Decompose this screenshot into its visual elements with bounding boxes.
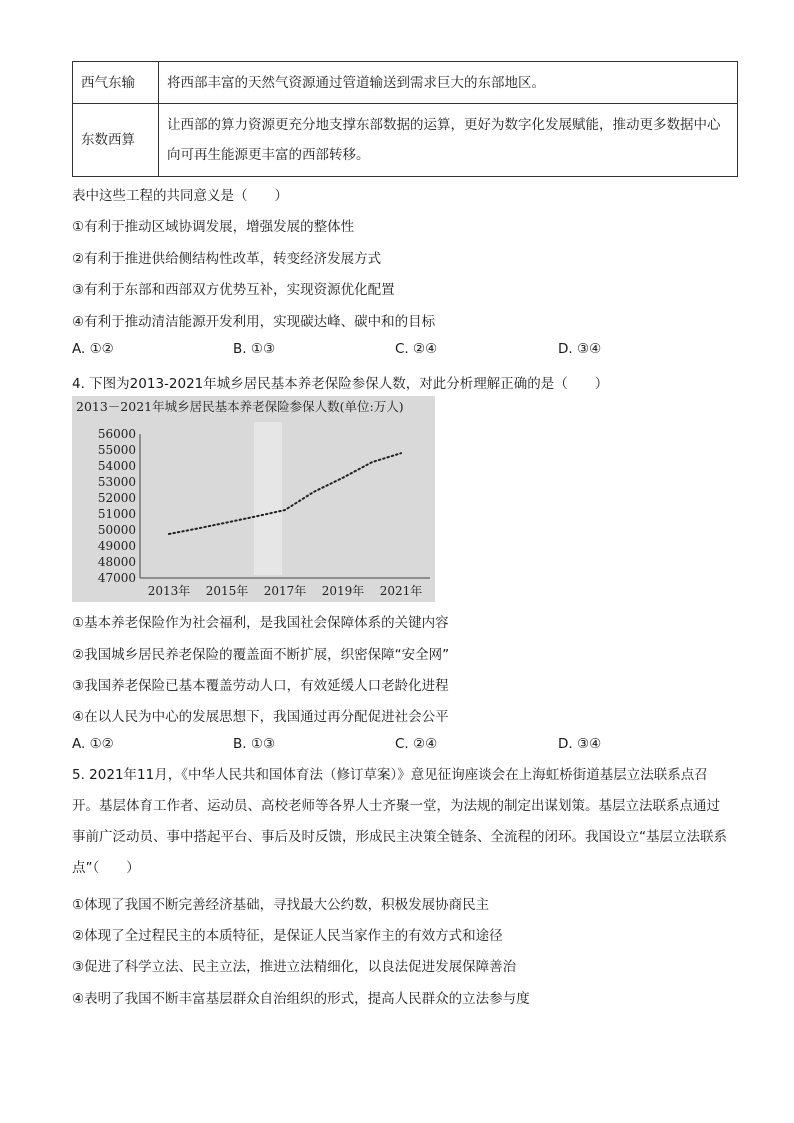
y-tick-label: 51000 [97, 507, 136, 521]
q4-option-a[interactable]: A. ①② [72, 736, 114, 752]
q3-stem: 表中这些工程的共同意义是（ ） [72, 188, 288, 204]
x-tick-label: 2021年 [379, 584, 423, 598]
q4-options [72, 736, 752, 756]
chart-title: 2013－2021年城乡居民基本养老保险参保人数(单位:万人) [76, 399, 404, 414]
q3-option-c[interactable]: C. ②④ [395, 341, 438, 357]
q3-item-1: ①有利于推动区域协调发展，增强发展的整体性 [72, 219, 355, 235]
q4-option-d[interactable]: D. ③④ [558, 736, 602, 752]
q5-item-3: ③促进了科学立法、民主立法，推进立法精细化，以良法促进发展保障善治 [72, 959, 517, 975]
y-tick-label: 52000 [97, 491, 136, 505]
q4-option-c[interactable]: C. ②④ [395, 736, 438, 752]
y-tick-label: 53000 [97, 475, 136, 489]
project-desc-cell: 让西部的算力资源更充分地支撑东部数据的运算，更好为数字化发展赋能，推动更多数据中心向可再生能源更丰富的西部转移。 [159, 104, 738, 177]
project-desc-cell: 将西部丰富的天然气资源通过管道输送到需求巨大的东部地区。 [159, 62, 738, 104]
y-tick-label: 47000 [97, 571, 136, 585]
q3-options [72, 341, 752, 361]
x-tick-label: 2017年 [263, 584, 307, 598]
x-tick-label: 2013年 [147, 584, 191, 598]
q4-option-b[interactable]: B. ①③ [233, 736, 276, 752]
table-row [73, 104, 738, 177]
q5-item-1: ①体现了我国不断完善经济基础，寻找最大公约数，积极发展协商民主 [72, 897, 490, 913]
projects-table [72, 61, 738, 177]
y-tick-label: 49000 [97, 539, 136, 553]
y-tick-label: 56000 [97, 427, 136, 441]
project-name-cell: 西气东输 [73, 62, 159, 104]
table-row [73, 62, 738, 104]
series-line [169, 453, 401, 534]
y-tick-label: 48000 [97, 555, 136, 569]
q4-item-2: ②我国城乡居民养老保险的覆盖面不断扩展，织密保障“安全网” [72, 647, 450, 663]
q5-stem: 5. 2021年11月，《中华人民共和国体育法（修订草案）》意见征询座谈会在上海虹桥街道基层立法联系点召开。基层体育工作者、运动员、高校老师等各界人士齐聚一堂，为法规的制定出谋划策。基层立法联系点通过事前广泛动员、事中搭起平台、事后及时反馈，形成民主决策全链条、全流程的闭环。我国设立“基层立法联系点”（ ） [72, 767, 727, 876]
x-tick-label: 2019年 [321, 584, 365, 598]
y-tick-label: 54000 [97, 459, 136, 473]
q3-item-3: ③有利于东部和西部双方优势互补，实现资源优化配置 [72, 282, 395, 298]
q4-item-1: ①基本养老保险作为社会福利，是我国社会保障体系的关键内容 [72, 615, 449, 631]
q4-item-4: ④在以人民为中心的发展思想下，我国通过再分配促进社会公平 [72, 709, 449, 725]
y-tick-label: 55000 [97, 443, 136, 457]
q4-stem: 4. 下图为2013-2021年城乡居民基本养老保险参保人数，对此分析理解正确的是（ ） [72, 376, 609, 392]
q3-option-b[interactable]: B. ①③ [233, 341, 276, 357]
q5-item-4: ④表明了我国不断丰富基层群众自治组织的形式，提高人民群众的立法参与度 [72, 991, 530, 1007]
q4-item-3: ③我国养老保险已基本覆盖劳动人口，有效延缓人口老龄化进程 [72, 678, 449, 694]
project-name-cell: 东数西算 [73, 104, 159, 177]
q3-item-2: ②有利于推进供给侧结构性改革，转变经济发展方式 [72, 251, 382, 267]
pension-chart-svg [72, 396, 435, 602]
q5-item-2: ②体现了全过程民主的本质特征，是保证人民当家作主的有效方式和途径 [72, 928, 503, 944]
chart-highlight-band [254, 422, 282, 575]
q3-option-a[interactable]: A. ①② [72, 341, 114, 357]
q3-item-4: ④有利于推动清洁能源开发利用，实现碳达峰、碳中和的目标 [72, 314, 436, 330]
q3-option-d[interactable]: D. ③④ [558, 341, 602, 357]
pension-chart [72, 396, 435, 602]
x-tick-label: 2015年 [205, 584, 249, 598]
y-tick-label: 50000 [97, 523, 136, 537]
